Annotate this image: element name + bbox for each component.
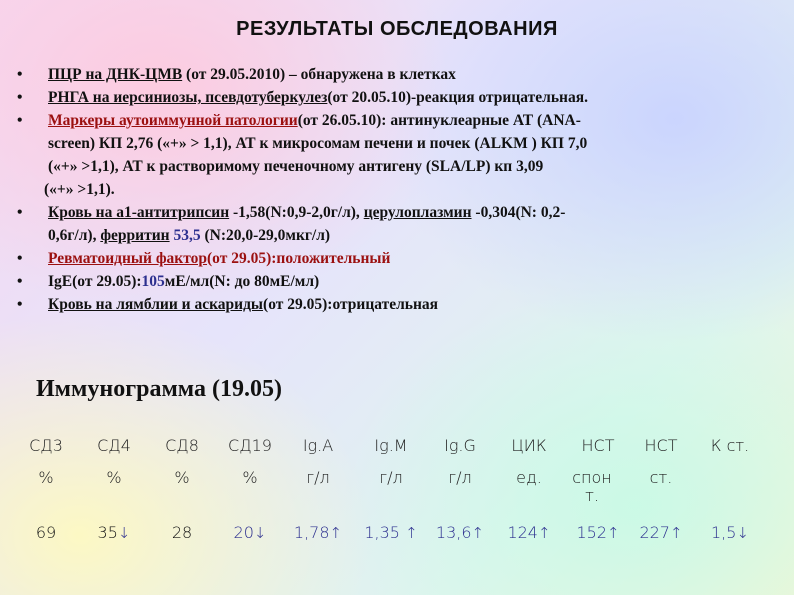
value-cell [11, 524, 81, 542]
header-cell: СД3 [29, 436, 63, 455]
list-item-rnga [17, 86, 777, 109]
value-number: 20 [233, 523, 254, 542]
value-cell [563, 524, 633, 542]
header-cell: СД19 [228, 436, 272, 455]
header-cell: НСТ [581, 436, 615, 455]
value-cell [147, 524, 217, 542]
arrow-up-icon: ↑ [405, 524, 418, 542]
header-cell: СД4 [97, 436, 131, 455]
finding-text: (от 26.05.10): антинуклеарные АТ (ANA- [297, 112, 581, 129]
finding-text: (N:20,0-29,0мкг/л) [200, 227, 331, 244]
value-number: 124 [507, 523, 538, 542]
arrow-up-icon: ↑ [606, 524, 620, 542]
finding-text: -0,304(N: 0,2- [471, 204, 566, 221]
finding-label: Кровь на а1-антитрипсин [48, 204, 230, 221]
list-item-ige [17, 270, 777, 293]
value-cell [356, 524, 426, 542]
value-number: 227 [639, 523, 670, 542]
finding-label: ПЦР на ДНК-ЦМВ [48, 66, 183, 83]
unit-cell: ст. [649, 468, 673, 487]
unit-cell: ед. [516, 468, 542, 487]
unit-cell: % [242, 468, 258, 487]
unit-cell: % [38, 468, 54, 487]
finding-text: -1,58(N:0,9-2,0г/л), [229, 204, 364, 221]
value-number: 1,5 [710, 523, 737, 542]
arrow-up-icon: ↑ [669, 524, 683, 542]
value-cell [626, 524, 696, 542]
finding-label: церулоплазмин [363, 204, 472, 221]
finding-text: (от 20.05.10)-реакция отрицательная. [327, 89, 588, 106]
finding-label: Кровь на лямблии и аскариды [48, 296, 264, 313]
finding-text: («+» >1,1). [44, 181, 115, 198]
value-cell [283, 524, 353, 542]
finding-text: IgE(от 29.05): [48, 273, 142, 290]
bullet: • [17, 250, 23, 267]
bullet: • [17, 296, 23, 313]
arrow-down-icon: ↓ [253, 524, 267, 542]
bullet: • [17, 273, 23, 290]
arrow-up-icon: ↑ [537, 524, 551, 542]
value-number: 35 [97, 523, 118, 542]
value-number: 13,6 [435, 523, 472, 542]
arrow-down-icon: ↓ [117, 524, 131, 542]
value-cell [494, 524, 564, 542]
finding-label: РНГА на иерсиниозы, псевдотуберкулез [48, 89, 328, 106]
value-number: 152 [576, 523, 607, 542]
arrow-up-icon: ↑ [329, 524, 343, 542]
finding-text: screen) КП 2,76 («+» > 1,1), АТ к микросомам печени и почек (ALKM ) КП 7,0 [48, 135, 588, 152]
finding-label: Ревматоидный фактор [48, 250, 208, 267]
unit-cell: спон т. [572, 468, 612, 505]
unit-cell: г/л [379, 468, 403, 487]
finding-text: 0,6г/л), [48, 227, 101, 244]
value-cell [215, 524, 285, 542]
value-number: 28 [171, 523, 193, 542]
header-cell: СД8 [165, 436, 199, 455]
header-cell: Ig.A [302, 436, 334, 455]
value-number: 1,78 [293, 523, 330, 542]
list-item-rf [17, 247, 777, 270]
header-cell: Ig.G [444, 436, 476, 455]
findings-list [17, 63, 777, 316]
finding-text: (от 29.05):положительный [207, 250, 391, 267]
list-item-blood [17, 201, 777, 247]
finding-text: (от 29.05):отрицательная [263, 296, 439, 313]
immunogram-units-row [0, 468, 794, 505]
finding-text: (от 29.05.2010) – обнаружена в клетках [182, 66, 456, 83]
unit-cell: г/л [448, 468, 472, 487]
header-cell: К ст. [710, 436, 750, 455]
finding-text: мЕ/мл(N: до 80мЕ/мл) [164, 273, 320, 290]
unit-cell: г/л [306, 468, 330, 487]
value-number: 1,35 [364, 523, 400, 542]
value-number: 69 [35, 523, 57, 542]
value-cell [425, 524, 495, 542]
immunogram-title: Иммунограмма (19.05) [36, 376, 282, 402]
finding-text: («+» >1,1), АТ к растворимому печеночному антигену (SLA/LP) кп 3,09 [48, 158, 544, 175]
bullet: • [17, 204, 23, 221]
immunogram-values-row [0, 524, 794, 554]
header-cell: Ig.M [374, 436, 408, 455]
list-item-autoimmune [17, 109, 777, 201]
unit-cell: % [174, 468, 190, 487]
immunogram-header-row [0, 437, 794, 467]
arrow-down-icon: ↓ [736, 524, 750, 542]
header-cell: ЦИК [511, 436, 547, 455]
bullet: • [17, 112, 23, 129]
list-item-parasites [17, 293, 777, 316]
finding-label: Маркеры аутоиммунной патологии [48, 112, 298, 129]
list-item-pcr [17, 63, 777, 86]
unit-cell: % [106, 468, 122, 487]
value-cell [695, 524, 765, 542]
bullet: • [17, 66, 23, 83]
header-cell: НСТ [644, 436, 678, 455]
arrow-up-icon: ↑ [471, 524, 485, 542]
page-title: РЕЗУЛЬТАТЫ ОБСЛЕДОВАНИЯ [236, 18, 558, 40]
value-cell [79, 524, 149, 542]
finding-label: ферритин [100, 227, 170, 244]
finding-value: 53,5 [173, 227, 201, 244]
bullet: • [17, 89, 23, 106]
finding-value: 105 [141, 273, 165, 290]
